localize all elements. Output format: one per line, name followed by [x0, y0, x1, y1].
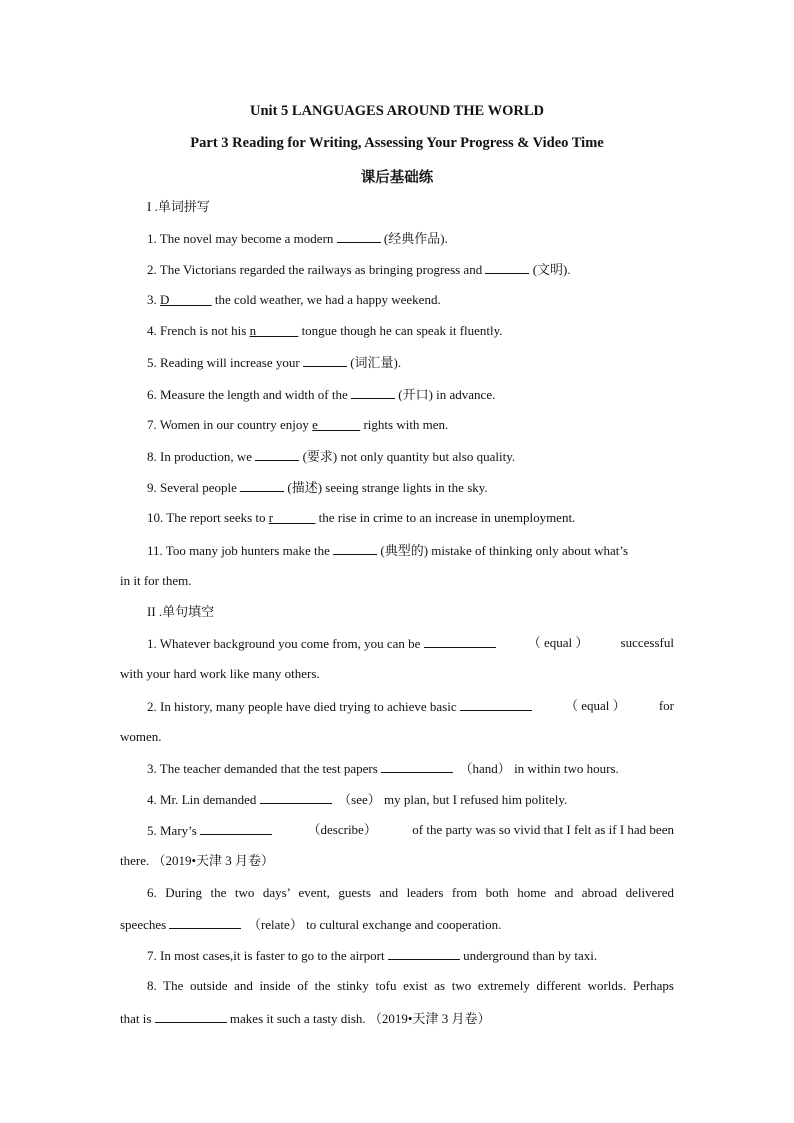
exercise-title: 课后基础练 [360, 170, 434, 186]
s2-item-1-cont: with your hard work like many others. [120, 666, 320, 681]
s1-item-10: 10. The report seeks to r the rise in crime to an increase in unemployment. [147, 510, 576, 525]
s1-item-8: 8. In production, we (要求) not only quantity but also quality. [147, 449, 516, 464]
answer-blank[interactable] [155, 1009, 227, 1023]
s1-item-11: 11. Too many job hunters make the (典型的) mistake of thinking only about what’s [147, 543, 629, 558]
answer-blank[interactable] [169, 915, 241, 929]
answer-blank[interactable] [303, 353, 347, 367]
answer-blank[interactable] [424, 634, 496, 648]
section2-heading: II .单句填空 [147, 604, 215, 619]
part-title: Part 3 Reading for Writing, Assessing Your Progress & Video Time [190, 135, 604, 151]
s1-item-3: 3. D the cold weather, we had a happy weekend. [147, 292, 441, 307]
s2-item-2: 2. In history, many people have died trying to achieve basic （ equal ） for [147, 698, 674, 714]
s1-item-1: 1. The novel may become a modern (经典作品). [147, 231, 448, 246]
answer-blank[interactable] [381, 759, 453, 773]
s1-item-4: 4. French is not his n tongue though he can speak it fluently. [147, 323, 503, 338]
answer-blank[interactable] [485, 260, 529, 274]
s2-item-6: 6. During the two days’ event, guests and leaders from both home and abroad delivered [147, 885, 674, 900]
s2-item-4: 4. Mr. Lin demanded （see） my plan, but I refused him politely. [147, 792, 568, 807]
answer-blank[interactable] [240, 478, 284, 492]
s2-item-3: 3. The teacher demanded that the test papers （hand） in within two hours. [147, 761, 619, 776]
answer-blank[interactable] [337, 229, 381, 243]
s2-item-6-cont: speeches （relate） to cultural exchange and cooperation. [120, 917, 502, 932]
answer-blank[interactable] [351, 385, 395, 399]
s2-item-7: 7. In most cases,it is faster to go to the airport underground than by taxi. [147, 948, 598, 963]
s1-item-9: 9. Several people (描述) seeing strange lights in the sky. [147, 480, 488, 495]
answer-blank[interactable] [460, 697, 532, 711]
answer-blank[interactable] [255, 447, 299, 461]
s1-item-2: 2. The Victorians regarded the railways as bringing progress and (文明). [147, 262, 571, 277]
answer-blank[interactable] [260, 790, 332, 804]
s2-item-5: 5. Mary’s （describe） of the party was so vivid that I felt as if I had been [147, 822, 674, 838]
section1-heading: I .单词拼写 [147, 199, 210, 214]
s2-item-2-cont: women. [120, 729, 162, 744]
s2-item-8: 8. The outside and inside of the stinky tofu exist as two extremely different worlds. Perhaps [147, 978, 674, 993]
s2-item-1: 1. Whatever background you come from, you can be （ equal ） successful [147, 635, 674, 651]
s2-item-5-cont: there. （2019•天津 3 月卷） [120, 853, 275, 868]
first-letter-hint: D [160, 292, 170, 307]
first-letter-hint: e [312, 417, 318, 432]
first-letter-hint: r [268, 510, 274, 525]
s2-item-8-cont: that is makes it such a tasty dish. （2019•天津 3 月卷） [120, 1011, 491, 1026]
first-letter-hint: n [249, 323, 257, 338]
s1-item-7: 7. Women in our country enjoy e rights with men. [147, 417, 449, 432]
unit-title: Unit 5 LANGUAGES AROUND THE WORLD [250, 103, 544, 119]
s1-item-5: 5. Reading will increase your (词汇量). [147, 355, 402, 370]
s1-item-11-cont: in it for them. [120, 573, 192, 588]
answer-blank[interactable] [388, 946, 460, 960]
answer-blank[interactable] [333, 541, 377, 555]
answer-blank[interactable] [200, 821, 272, 835]
s1-item-6: 6. Measure the length and width of the (开口) in advance. [147, 387, 496, 402]
